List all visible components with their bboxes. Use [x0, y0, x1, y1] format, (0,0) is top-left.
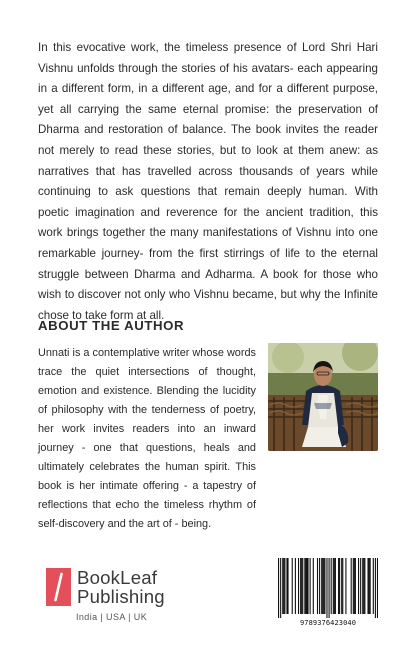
barcode-bar	[292, 558, 293, 614]
barcode-bar	[322, 558, 323, 614]
barcode-bar	[282, 558, 283, 614]
barcode-bar	[278, 558, 279, 618]
barcode-bar	[375, 558, 376, 618]
barcode-bar	[345, 558, 346, 614]
barcode-bar	[321, 558, 322, 614]
barcode-bar	[370, 558, 371, 614]
barcode-bar	[362, 558, 363, 614]
barcode-bar	[317, 558, 318, 614]
isbn-barcode	[278, 558, 378, 630]
barcode-bar	[369, 558, 370, 614]
barcode-bar	[335, 558, 336, 614]
back-cover-blurb: In this evocative work, the timeless presence of Lord Shri Hari Vishnu unfolds through the stories of his avatars- each appearing in a different form, in a different age, and for a different purpose, yet all carrying the same eternal promise: the preservation of Dharma and restoration of balance. The book invites the reader not merely to read these stories, but to look at them anew: as narratives that has travelled across thousands of years while continuing to ask questions that remain deeply human. With poetic imagination and reverence for the ancient tradition, this work brings together the many manifestations of Vishnu into one remarkable journey- from the first stirrings of life to the eternal struggle between Dharma and Adharma. A book for those who wish to discover not only who Vishnu became, but why the Infinite chose to take form at all.	[38, 41, 378, 322]
barcode-bar	[298, 558, 299, 614]
publisher-logo	[46, 568, 186, 630]
barcode-bar	[306, 558, 307, 614]
barcode-bar	[354, 558, 355, 614]
barcode-bar	[333, 558, 334, 614]
barcode-bar	[373, 558, 374, 614]
barcode-bar	[300, 558, 301, 614]
slash-logo-icon	[46, 568, 71, 606]
barcode-bar	[338, 558, 339, 614]
barcode-bar	[367, 558, 368, 614]
author-bio: Unnati is a contemplative writer whose words trace the quiet intersections of thought, emotion and existence. Blending the lucidity of philosophy with the tenderness of poetry, her work invites readers into an inward journey - one that questions, heals and ultimately celebrates the human spirit. This book is her intimate offering - a tapestry of reflections that echo the timeless rhythm of self-discovery and the art of - being.	[38, 347, 256, 530]
isbn-number: 9789376423040	[299, 619, 357, 627]
barcode-bar	[364, 558, 365, 614]
barcode-bar	[295, 558, 296, 614]
about-author-heading: ABOUT THE AUTHOR	[38, 318, 185, 333]
barcode-bar	[363, 558, 364, 614]
barcode-bar	[319, 558, 320, 614]
barcode-bar	[305, 558, 306, 614]
barcode-bar	[334, 558, 335, 614]
barcode-bar	[283, 558, 284, 614]
publisher-name-line2: Publishing	[77, 586, 165, 607]
barcode-bar	[302, 558, 303, 614]
barcode-bar	[304, 558, 305, 614]
barcode-bar	[310, 558, 311, 614]
barcode-bar	[307, 558, 308, 614]
barcode-bar	[323, 558, 324, 614]
barcode-bar	[326, 558, 327, 618]
barcode-bar	[301, 558, 302, 614]
barcode-bar	[284, 558, 285, 614]
barcode-bar	[360, 558, 361, 614]
barcode-bar	[287, 558, 288, 614]
barcode-bar	[358, 558, 359, 614]
barcode-bar	[324, 558, 325, 614]
barcode-bar	[329, 558, 330, 618]
barcode-bar	[342, 558, 343, 614]
barcode-bar	[286, 558, 287, 614]
publisher-name-line1: BookLeaf	[77, 567, 158, 588]
barcode-bar	[331, 558, 332, 614]
barcode-bars	[278, 558, 378, 618]
barcode-bar	[351, 558, 352, 614]
barcode-bar	[280, 558, 281, 618]
barcode-bar	[353, 558, 354, 614]
barcode-bar	[355, 558, 356, 614]
barcode-bar	[313, 558, 314, 614]
author-photo	[268, 343, 378, 451]
barcode-bar	[377, 558, 378, 618]
barcode-bar	[341, 558, 342, 614]
publisher-regions: India | USA | UK	[76, 612, 148, 622]
barcode-bar	[339, 558, 340, 614]
